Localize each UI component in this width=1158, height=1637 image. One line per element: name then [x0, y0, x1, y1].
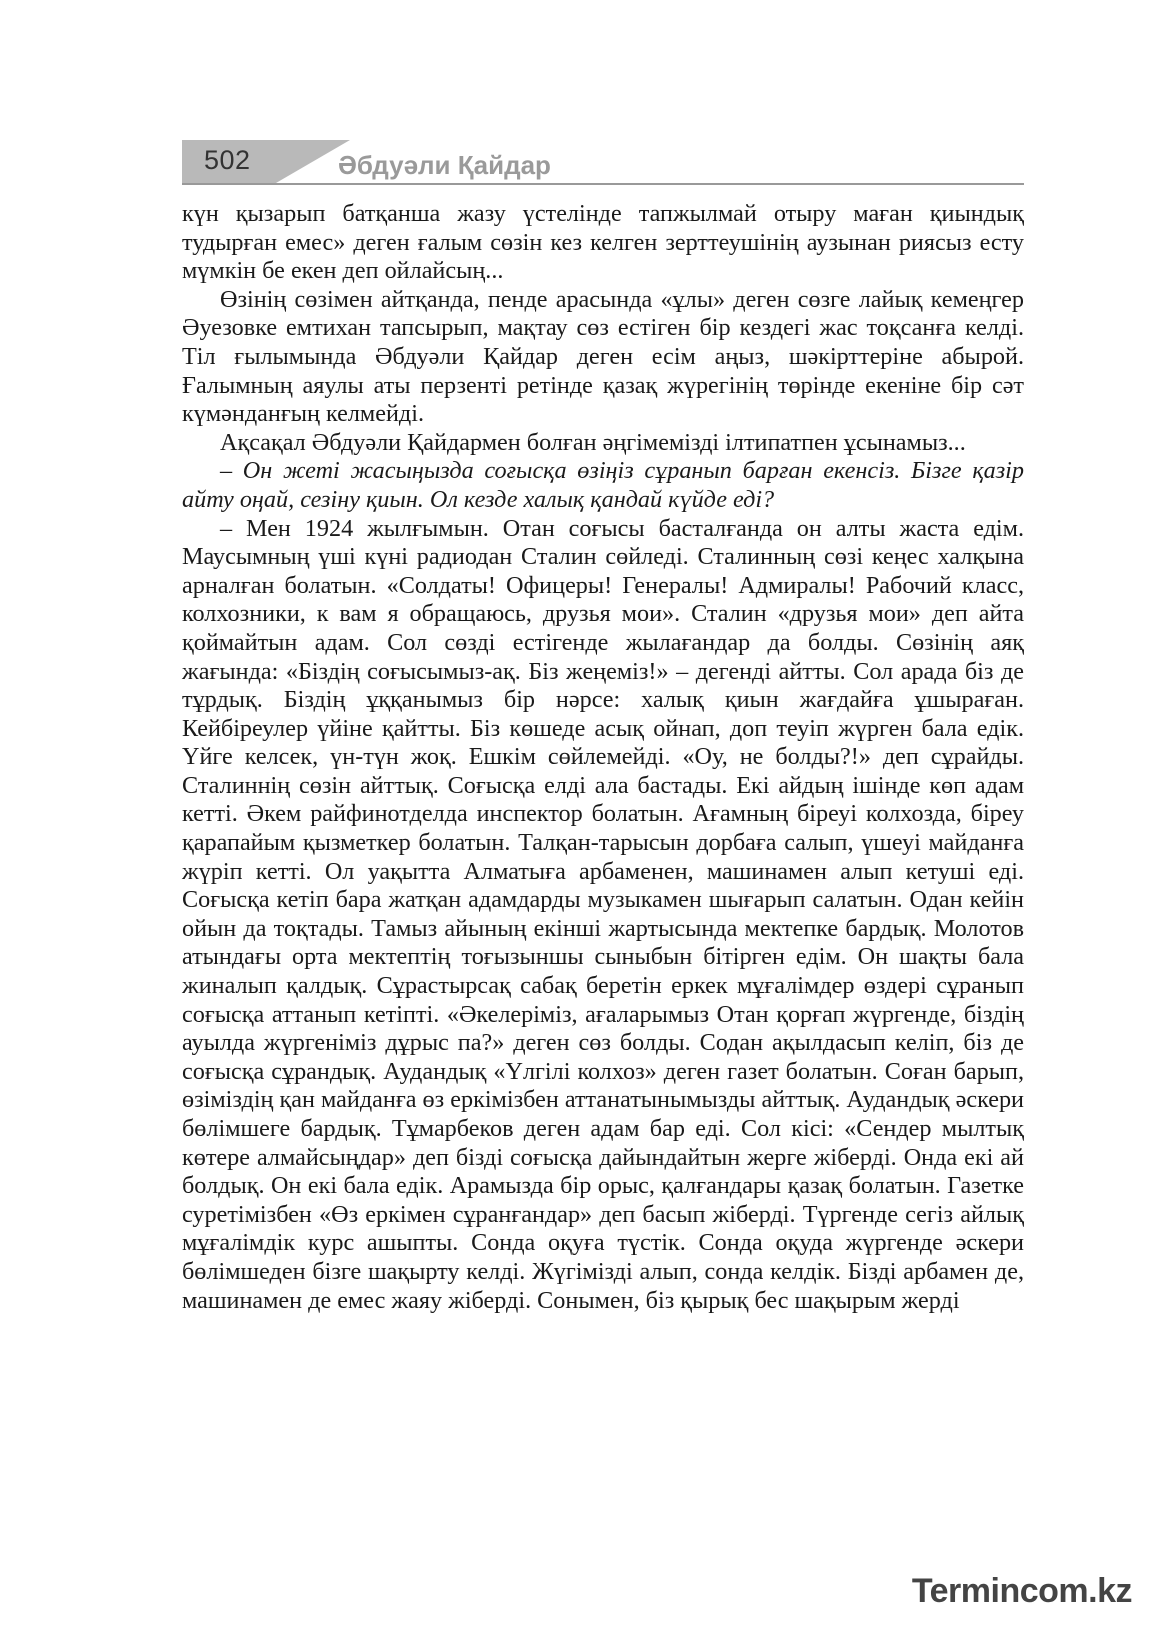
page-number: 502	[204, 145, 251, 175]
interview-question: – Он жеті жасыңызда соғысқа өзіңіз сұранып барған екенсіз. Бізге қазір айту оңай, сезіну қиын. Ол кезде халық қандай күйде еді?	[182, 457, 1024, 513]
site-watermark: Termincom.kz	[911, 1572, 1132, 1610]
interview-answer: – Мен 1924 жылғымын. Отан соғысы басталғанда он алты жаста едім. Маусымның үші күні радиодан Сталин сөйледі. Сталинның сөзі кеңес халқына арналған болатын. «Солдаты! Офицеры! Генералы! Адмиралы! Рабочий класс, колхозники, к вам я обращаюсь, друзья мои». Сталин «друзья мои» деп айта қоймайтын адам. Сол сөзді естігенде жылағандар да болды. Сөзінің аяқ жағында: «Біздің соғысымыз-ақ. Біз жеңеміз!» – дегенді айтты. Сол арада біз де тұрдық. Біздің ұққанымыз бір нәрсе: халық қиын жағдайға ұшыраған. Кейбіреулер үйіне қайтты. Біз көшеде асық ойнап, доп теуіп жүрген бала едік. Үйге келсек, үн-түн жоқ. Ешкім сөйлемейді. «Оу, не болды?!» деп сұрайды. Сталиннің сөзін айттық. Соғысқа елді ала бастады. Екі айдың ішінде көп адам кетті. Әкем райфинотделда инспектор болатын. Ағамның біреуі колхозда, біреу қарапайым қызметкер болатын. Талқан-тарысын дорбаға салып, үшеуі майданға жүріп кетті. Ол уақытта Алматыға арбаменен, машинамен алып кетуші еді. Соғысқа кетіп бара жатқан адамдарды музыкамен шығарып салатын. Одан кейін ойын да тоқтады. Тамыз айының екінші жартысында мектепке бардық. Молотов атындағы орта мектептің тоғызыншы сыныбын бітірген едім. Он шақты бала жиналып қалдық. Сұрастырсақ сабақ беретін еркек мұғалімдер өздері сұранып соғысқа аттанып кетіпті. «Әкелеріміз, ағаларымыз Отан қорғап жүргенде, біздің ауылда жүргеніміз дұрыс па?» деген сөз болды. Содан ақылдасып келіп, біз де соғысқа сұрандық. Аудандық «Үлгілі колхоз» деген газет болатын. Соған барып, өзіміздің қан майданға өз еркімізбен аттанатынымызды айттық. Аудандық әскери бөлімшеге бардық. Тұмарбеков деген адам бар еді. Сол кісі: «Сендер мылтық көтере алмайсыңдар» деп бізді соғысқа дайындайтын жерге жіберді. Онда екі ай болдық. Он екі бала едік. Арамызда бір орыс, қалғандары қазақ болатын. Газетке суретімізбен «Өз еркімен сұранғандар» деп басып жіберді. Түргенде сегіз айлық мұғалімдік курс ашыпты. Сонда оқуға түстік. Сонда оқуда жүргенде әскери бөлімшеден бізге шақырту келді. Жүгімізді алып, сонда келдік. Бізді арбамен де, машинамен де емес жаяу жіберді. Сонымен, біз қырық бес шақырым жерді	[182, 514, 1024, 1314]
page-number-tab	[182, 140, 276, 183]
paragraph: Ақсақал Әбдуәли Қайдармен болған әңгімемізді ілтипатпен ұсынамыз...	[220, 428, 966, 456]
page-header	[182, 140, 1024, 186]
paragraph: күн қызарып батқанша жазу үстелінде тапжылмай отыру маған қиындық тудырған емес» деген ғалым сөзін кез келген зерттеушінің аузынан риясыз есту мүмкін бе екен деп ойлайсың...	[182, 200, 1024, 285]
paragraph: Өзінің сөзімен айтқанда, пенде арасында «ұлы» деген сөзге лайық кемеңгер Әуезовке емтихан тапсырып, мақтау сөз естіген бір кездегі жас тоқсанға келді. Тіл ғылымында Әбдуәли Қайдар деген есім аңыз, шәкірттеріне абырой. Ғалымның аяулы аты перзенті ретінде қазақ жүрегінің төрінде екеніне бір сәт күмәнданғың келмейді.	[182, 285, 1024, 428]
header-rule	[182, 183, 1024, 185]
body-text	[182, 200, 1024, 1315]
running-head: Әбдуәли Қайдар	[338, 150, 551, 180]
